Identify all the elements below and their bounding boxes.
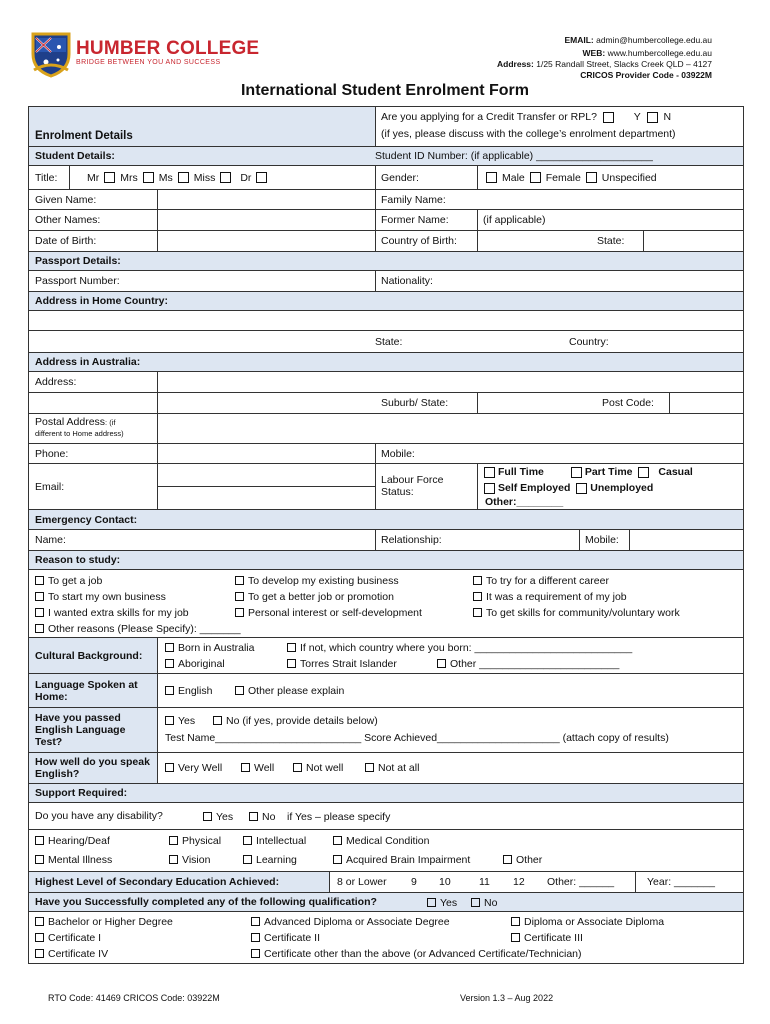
- title-options: Mr Mrs Ms Miss Dr: [75, 166, 276, 189]
- aus-address-row: [29, 371, 743, 392]
- english-level-label: How well do you speak English?: [29, 753, 157, 783]
- college-tagline: BRIDGE BETWEEN YOU AND SUCCESS: [76, 59, 221, 66]
- title-gender-row: [29, 165, 743, 189]
- reasons-row: [29, 569, 743, 637]
- disability-other-checkbox[interactable]: Other: [503, 854, 542, 866]
- torres-strait-checkbox[interactable]: Torres Strait Islander: [287, 658, 397, 670]
- former-name-label: Former Name:: [381, 214, 449, 226]
- given-name-label: Given Name:: [35, 193, 97, 206]
- home-address-section-label: Address in Home Country:: [35, 295, 169, 307]
- english-level-row: [29, 752, 743, 783]
- dob-input[interactable]: [157, 231, 375, 251]
- secondary-10[interactable]: 10: [439, 876, 451, 888]
- gender-male-checkbox[interactable]: [486, 172, 497, 183]
- aus-address-label: Address:: [35, 376, 77, 388]
- student-section-label: Student Details:: [35, 150, 115, 162]
- reason-other[interactable]: Other reasons (Please Specify): _______: [35, 623, 241, 635]
- qual-advanced-diploma-checkbox[interactable]: Advanced Diploma or Associate Degree: [251, 916, 450, 928]
- email-label: Email:: [35, 480, 65, 493]
- passport-row: [29, 270, 743, 291]
- labour-other-field[interactable]: Other:________: [485, 496, 564, 508]
- emergency-name-label: Name:: [35, 534, 66, 546]
- reason-extra-skills[interactable]: I wanted extra skills for my job: [35, 607, 189, 619]
- home-address-input[interactable]: [29, 310, 743, 330]
- gender-female-checkbox[interactable]: [530, 172, 541, 183]
- qual-bachelor-checkbox[interactable]: Bachelor or Higher Degree: [35, 916, 173, 928]
- reason-different-career[interactable]: To try for a different career: [473, 575, 609, 587]
- header-address: Address: 1/25 Randall Street, Slacks Creek QLD – 4127: [497, 59, 712, 69]
- reason-develop-business[interactable]: To develop my existing business: [235, 575, 399, 587]
- reason-get-job[interactable]: To get a job: [35, 575, 102, 587]
- secondary-label: Highest Level of Secondary Education Achieved:: [29, 872, 329, 892]
- qual-cert-i-checkbox[interactable]: Certificate I: [35, 932, 101, 944]
- passport-section-label: Passport Details:: [35, 255, 121, 267]
- hearing-checkbox[interactable]: Hearing/Deaf: [35, 835, 110, 847]
- physical-checkbox[interactable]: Physical: [169, 835, 221, 847]
- other-former-row: [29, 209, 743, 230]
- reason-personal-interest[interactable]: Personal interest or self-development: [235, 607, 422, 619]
- support-section-row: [29, 783, 743, 802]
- learning-checkbox[interactable]: Learning: [243, 854, 297, 866]
- english-test-yes-checkbox[interactable]: Yes: [165, 715, 195, 727]
- home-country-label: Country:: [569, 335, 609, 348]
- secondary-other-field[interactable]: Other: ______: [547, 876, 615, 888]
- language-label: Language Spoken at Home:: [29, 674, 157, 707]
- casual-checkbox[interactable]: [638, 467, 649, 478]
- mobile-label: Mobile:: [381, 447, 415, 460]
- english-not-at-all-checkbox[interactable]: Not at all: [365, 762, 419, 774]
- qualifications-yes-checkbox[interactable]: Yes: [427, 897, 457, 909]
- suburb-input[interactable]: [477, 393, 593, 413]
- footer-codes: RTO Code: 41469 CRICOS Code: 03922M: [48, 993, 220, 1003]
- other-names-label: Other Names:: [35, 214, 101, 226]
- language-row: [29, 673, 743, 707]
- language-other-checkbox[interactable]: Other please explain: [235, 685, 344, 697]
- student-details-row: [29, 146, 743, 165]
- nationality-label: Nationality:: [381, 275, 433, 287]
- secondary-9[interactable]: 9: [411, 876, 417, 888]
- enrolment-row: [29, 107, 743, 146]
- cultural-label: Cultural Background:: [29, 638, 157, 673]
- suburb-label: Suburb/ State:: [381, 397, 449, 409]
- phone-label: Phone:: [35, 447, 69, 460]
- english-test-no-checkbox[interactable]: No (if yes, provide details below): [213, 715, 378, 727]
- labour-options-line1: Full Time Part Time Casual: [481, 466, 693, 478]
- postal-address-label: Postal Address: (if different to Home address): [35, 416, 124, 438]
- gender-label: Gender:: [381, 171, 419, 184]
- enrolment-section-label: Enrolment Details: [29, 107, 375, 146]
- title-mr-checkbox[interactable]: [104, 172, 115, 183]
- former-name-input[interactable]: (if applicable): [483, 214, 546, 226]
- born-australia-checkbox[interactable]: Born in Australia: [165, 642, 254, 654]
- english-not-well-checkbox[interactable]: Not well: [293, 762, 343, 774]
- footer-version: Version 1.3 – Aug 2022: [460, 993, 554, 1003]
- title-miss-checkbox[interactable]: [220, 172, 231, 183]
- reason-section-label: Reason to study:: [35, 554, 121, 566]
- postcode-label: Post Code:: [602, 397, 654, 409]
- home-state-country-row: [29, 330, 743, 352]
- medical-checkbox[interactable]: Medical Condition: [333, 835, 429, 847]
- secondary-year-field[interactable]: Year: _______: [647, 876, 715, 888]
- qual-cert-other-checkbox[interactable]: Certificate other than the above (or Advanced Certificate/Technician): [251, 948, 582, 960]
- english-very-well-checkbox[interactable]: Very Well: [165, 762, 222, 774]
- self-employed-checkbox[interactable]: [484, 483, 495, 494]
- suburb-postcode-row: [29, 392, 743, 413]
- labour-force-label: Labour Force Status:: [381, 474, 444, 498]
- email-labour-row: [29, 463, 743, 509]
- college-name: HUMBER COLLEGE: [76, 38, 260, 59]
- title-ms-checkbox[interactable]: [178, 172, 189, 183]
- intellectual-checkbox[interactable]: Intellectual: [243, 835, 306, 847]
- emergency-section-label: Emergency Contact:: [35, 513, 138, 526]
- support-section-label: Support Required:: [35, 787, 128, 799]
- family-name-input[interactable]: [477, 190, 743, 209]
- disability-yes-checkbox[interactable]: Yes: [203, 811, 233, 823]
- reason-section-row: [29, 550, 743, 569]
- reason-better-job[interactable]: To get a better job or promotion: [235, 591, 394, 603]
- shield-logo-icon: [30, 30, 72, 78]
- english-well-checkbox[interactable]: Well: [241, 762, 274, 774]
- disability-specify-label: if Yes – please specify: [287, 811, 391, 823]
- credit-yes-checkbox[interactable]: [647, 112, 658, 123]
- cultural-row: [29, 637, 743, 673]
- gender-unspecified-checkbox[interactable]: [586, 172, 597, 183]
- emergency-mobile-label: Mobile:: [585, 534, 619, 546]
- brain-impairment-checkbox[interactable]: Acquired Brain Impairment: [333, 854, 470, 866]
- passport-number-label: Passport Number:: [35, 275, 120, 287]
- dob-row: [29, 230, 743, 251]
- credit-checkbox-blank[interactable]: [603, 112, 614, 123]
- secondary-12[interactable]: 12: [513, 876, 525, 888]
- other-names-input[interactable]: [157, 210, 375, 230]
- qual-cert-iii-checkbox[interactable]: Certificate III: [511, 932, 583, 944]
- home-state-label: State:: [375, 335, 403, 348]
- title-dr-checkbox[interactable]: [256, 172, 267, 183]
- header-web: WEB: www.humbercollege.edu.au: [582, 48, 712, 58]
- state-birth-label: State:: [597, 235, 625, 247]
- qualifications-section-label: Have you Successfully completed any of the following qualification?: [35, 896, 377, 908]
- family-name-label: Family Name:: [381, 193, 446, 206]
- emergency-relationship-label: Relationship:: [381, 534, 442, 546]
- full-time-checkbox[interactable]: [484, 467, 495, 478]
- part-time-checkbox[interactable]: [571, 467, 582, 478]
- english-test-details-field[interactable]: Test Name_________________________ Score Achieved_____________________ (attach copy of results): [165, 732, 669, 744]
- disability-row: [29, 802, 743, 829]
- title-mrs-checkbox[interactable]: [143, 172, 154, 183]
- qualifications-section-row: [29, 892, 743, 911]
- english-test-row: [29, 707, 743, 752]
- form-title: International Student Enrolment Form: [240, 82, 529, 99]
- phone-mobile-row: [29, 443, 743, 463]
- emergency-row: [29, 529, 743, 550]
- language-english-checkbox[interactable]: English: [165, 685, 212, 697]
- aus-address-input[interactable]: [157, 372, 743, 392]
- credit-question: Are you applying for a Credit Transfer or RPL? Y N: [381, 111, 672, 123]
- english-test-label: Have you passed English Language Test?: [29, 708, 157, 752]
- enrolment-form: [28, 106, 744, 964]
- country-born-field[interactable]: If not, which country where you born: ___________________________: [287, 642, 632, 654]
- vision-checkbox[interactable]: Vision: [169, 854, 210, 866]
- aus-address-section-label: Address in Australia:: [35, 356, 141, 368]
- header-cricos: CRICOS Provider Code - 03922M: [580, 70, 712, 80]
- postal-address-input[interactable]: [157, 414, 743, 443]
- country-birth-input[interactable]: [477, 231, 593, 251]
- gender-options: Male Female Unspecified: [477, 166, 663, 189]
- home-address-section-row: [29, 291, 743, 310]
- reason-community-skills[interactable]: To get skills for community/voluntary work: [473, 607, 680, 619]
- secondary-8-lower[interactable]: 8 or Lower: [337, 876, 387, 888]
- title-label: Title:: [35, 171, 58, 184]
- postal-address-row: [29, 413, 743, 443]
- aus-address-section-row: [29, 352, 743, 371]
- mental-illness-checkbox[interactable]: Mental Illness: [35, 854, 112, 866]
- qualifications-options-row: [29, 911, 743, 963]
- reason-start-business[interactable]: To start my own business: [35, 591, 166, 603]
- reason-job-requirement[interactable]: It was a requirement of my job: [473, 591, 627, 603]
- emergency-section-row: [29, 509, 743, 529]
- given-name-input[interactable]: [157, 190, 375, 209]
- disability-no-checkbox[interactable]: No: [249, 811, 275, 823]
- qual-diploma-checkbox[interactable]: Diploma or Associate Diploma: [511, 916, 664, 928]
- disability-options-row: [29, 829, 743, 871]
- secondary-row: [29, 871, 743, 892]
- qual-cert-ii-checkbox[interactable]: Certificate II: [251, 932, 320, 944]
- cultural-other-field[interactable]: Other ________________________: [437, 658, 619, 670]
- labour-options-line2: Self Employed Unemployed: [481, 482, 653, 494]
- given-family-row: [29, 189, 743, 209]
- disability-question: Do you have any disability?: [35, 810, 163, 822]
- credit-note: (if yes, please discuss with the college’s enrolment department): [381, 128, 676, 140]
- student-id-field[interactable]: Student ID Number: (if applicable) ____________________: [375, 150, 653, 162]
- country-birth-label: Country of Birth:: [381, 235, 457, 247]
- unemployed-checkbox[interactable]: [576, 483, 587, 494]
- secondary-11[interactable]: 11: [479, 876, 490, 888]
- qual-cert-iv-checkbox[interactable]: Certificate IV: [35, 948, 108, 960]
- qualifications-no-checkbox[interactable]: No: [471, 897, 497, 909]
- aboriginal-checkbox[interactable]: Aboriginal: [165, 658, 225, 670]
- dob-label: Date of Birth:: [35, 235, 97, 247]
- passport-section-row: [29, 251, 743, 270]
- header-email: EMAIL: admin@humbercollege.edu.au: [564, 35, 712, 45]
